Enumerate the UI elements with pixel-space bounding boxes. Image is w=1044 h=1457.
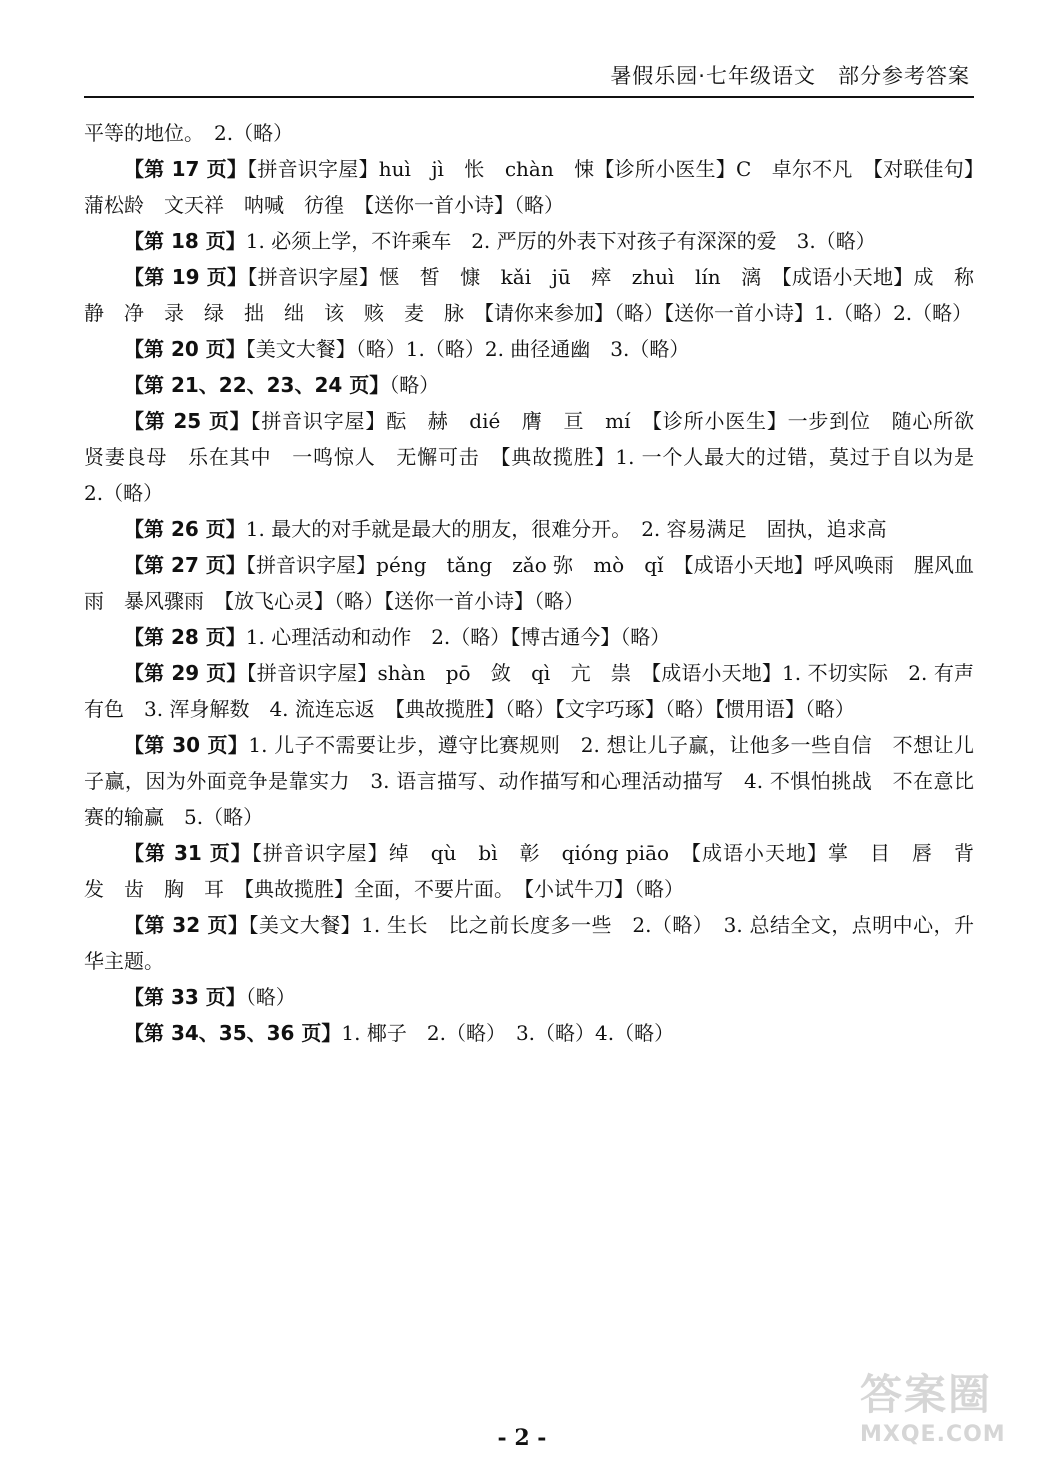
- answer-text: 1. 最大的对手就是最大的朋友，很难分开。 2. 容易满足 固执，追求高: [245, 517, 887, 541]
- answer-text: （略）: [245, 985, 296, 1009]
- answer-paragraph: [84, 223, 974, 259]
- answer-text: （略）: [389, 373, 440, 397]
- answer-paragraph: [84, 511, 974, 547]
- page-ref: 【第 33 页】: [124, 985, 246, 1009]
- answer-text: 【拼音识字屋】酝 赫 dié 膺 亘 mí 【诊所小医生】一步到位 随心所欲 贤妻良母 乐在其中 一鸣惊人 无懈可击 【典故揽胜】1. 一个人最大的过错，莫过于自以为是 2.（略）: [84, 409, 994, 505]
- page-ref: 【第 20 页】: [124, 337, 246, 361]
- answer-paragraph: [84, 655, 974, 727]
- answer-text: 1. 椰子 2.（略） 3.（略）4.（略）: [341, 1021, 675, 1045]
- watermark-url: MXQE.COM: [860, 1422, 1006, 1447]
- header-title: 暑假乐园·七年级语文 部分参考答案: [610, 64, 970, 88]
- answer-text: 【拼音识字屋】huì jì 怅 chàn 悚【诊所小医生】C 卓尔不凡 【对联佳句】蒲松龄 文天祥 呐喊 彷徨 【送你一首小诗】（略）: [84, 157, 974, 217]
- answer-paragraph: [84, 1015, 974, 1051]
- page-ref: 【第 19 页】: [124, 265, 248, 289]
- answer-paragraph: [84, 403, 994, 511]
- page-ref: 【第 25 页】: [124, 409, 251, 433]
- answer-text: 【拼音识字屋】绰 qù bì 彰 qióng piāo 【成语小天地】掌 目 唇 背 发 齿 胸 耳 【典故揽胜】全面，不要片面。 【小试牛刀】（略）: [84, 841, 994, 901]
- answer-text: 【美文大餐】1. 生长 比之前长度多一些 2.（略） 3. 总结全文，点明中心，升华主题。: [84, 913, 974, 973]
- answer-text: 【美文大餐】（略）1.（略）2. 曲径通幽 3.（略）: [245, 337, 690, 361]
- answer-paragraph: [84, 115, 974, 151]
- answer-paragraph: [84, 907, 974, 979]
- answer-paragraph: [84, 331, 974, 367]
- page-ref: 【第 18 页】: [124, 229, 246, 253]
- page-ref: 【第 26 页】: [124, 517, 246, 541]
- answer-text: 1. 必须上学，不许乘车 2. 严厉的外表下对孩子有深深的爱 3.（略）: [245, 229, 876, 253]
- page-ref: 【第 32 页】: [124, 913, 249, 937]
- answer-text: 【拼音识字屋】péng tǎng zǎo 弥 mò qǐ 【成语小天地】呼风唤雨 腥风血雨 暴风骤雨 【放飞心灵】（略）【送你一首小诗】（略）: [84, 553, 974, 613]
- page-ref: 【第 28 页】: [124, 625, 246, 649]
- page-number: - 2 -: [497, 1425, 547, 1451]
- answer-paragraph: [84, 979, 974, 1015]
- answer-content: [84, 115, 994, 1051]
- answer-paragraph: [84, 367, 974, 403]
- answer-text: 1. 心理活动和动作 2.（略）【博古通今】（略）: [245, 625, 671, 649]
- answer-paragraph: [84, 727, 974, 835]
- answer-paragraph: [84, 835, 994, 907]
- page-ref: 【第 30 页】: [124, 733, 249, 757]
- answer-text: 【拼音识字屋】shàn pō 敛 qì 亢 祟 【成语小天地】1. 不切实际 2. 有声有色 3. 浑身解数 4. 流连忘返 【典故揽胜】（略）【文字巧琢】（略）【惯用语】（略）: [84, 661, 974, 721]
- answer-paragraph: [84, 151, 974, 223]
- answer-text: 【拼音识字屋】惬 皙 慷 kǎi jū 瘁 zhuì lín 漓 【成语小天地】成 称 静 净 录 绿 拙 绌 该 赅 麦 脉 【请你来参加】（略）【送你一首小诗】1.（略）2.（略）: [84, 265, 994, 325]
- page-ref: 【第 21、22、23、24 页】: [124, 373, 390, 397]
- answer-paragraph: [84, 547, 974, 619]
- answer-text: 平等的地位。 2.（略）: [84, 121, 294, 145]
- page-header: [84, 60, 974, 98]
- page-ref: 【第 34、35、36 页】: [124, 1021, 342, 1045]
- page-ref: 【第 29 页】: [124, 661, 247, 685]
- page-ref: 【第 27 页】: [124, 553, 246, 577]
- answer-paragraph: [84, 259, 994, 331]
- answer-text: 1. 儿子不需要让步，遵守比赛规则 2. 想让儿子赢，让他多一些自信 不想让儿子赢，因为外面竞争是靠实力 3. 语言描写、动作描写和心理活动描写 4. 不惧怕挑战 不在意比赛的输赢 5.（略）: [84, 733, 974, 829]
- page-ref: 【第 31 页】: [124, 841, 252, 865]
- page-ref: 【第 17 页】: [124, 157, 248, 181]
- answer-paragraph: [84, 619, 974, 655]
- watermark-text: 答案圈: [860, 1370, 993, 1419]
